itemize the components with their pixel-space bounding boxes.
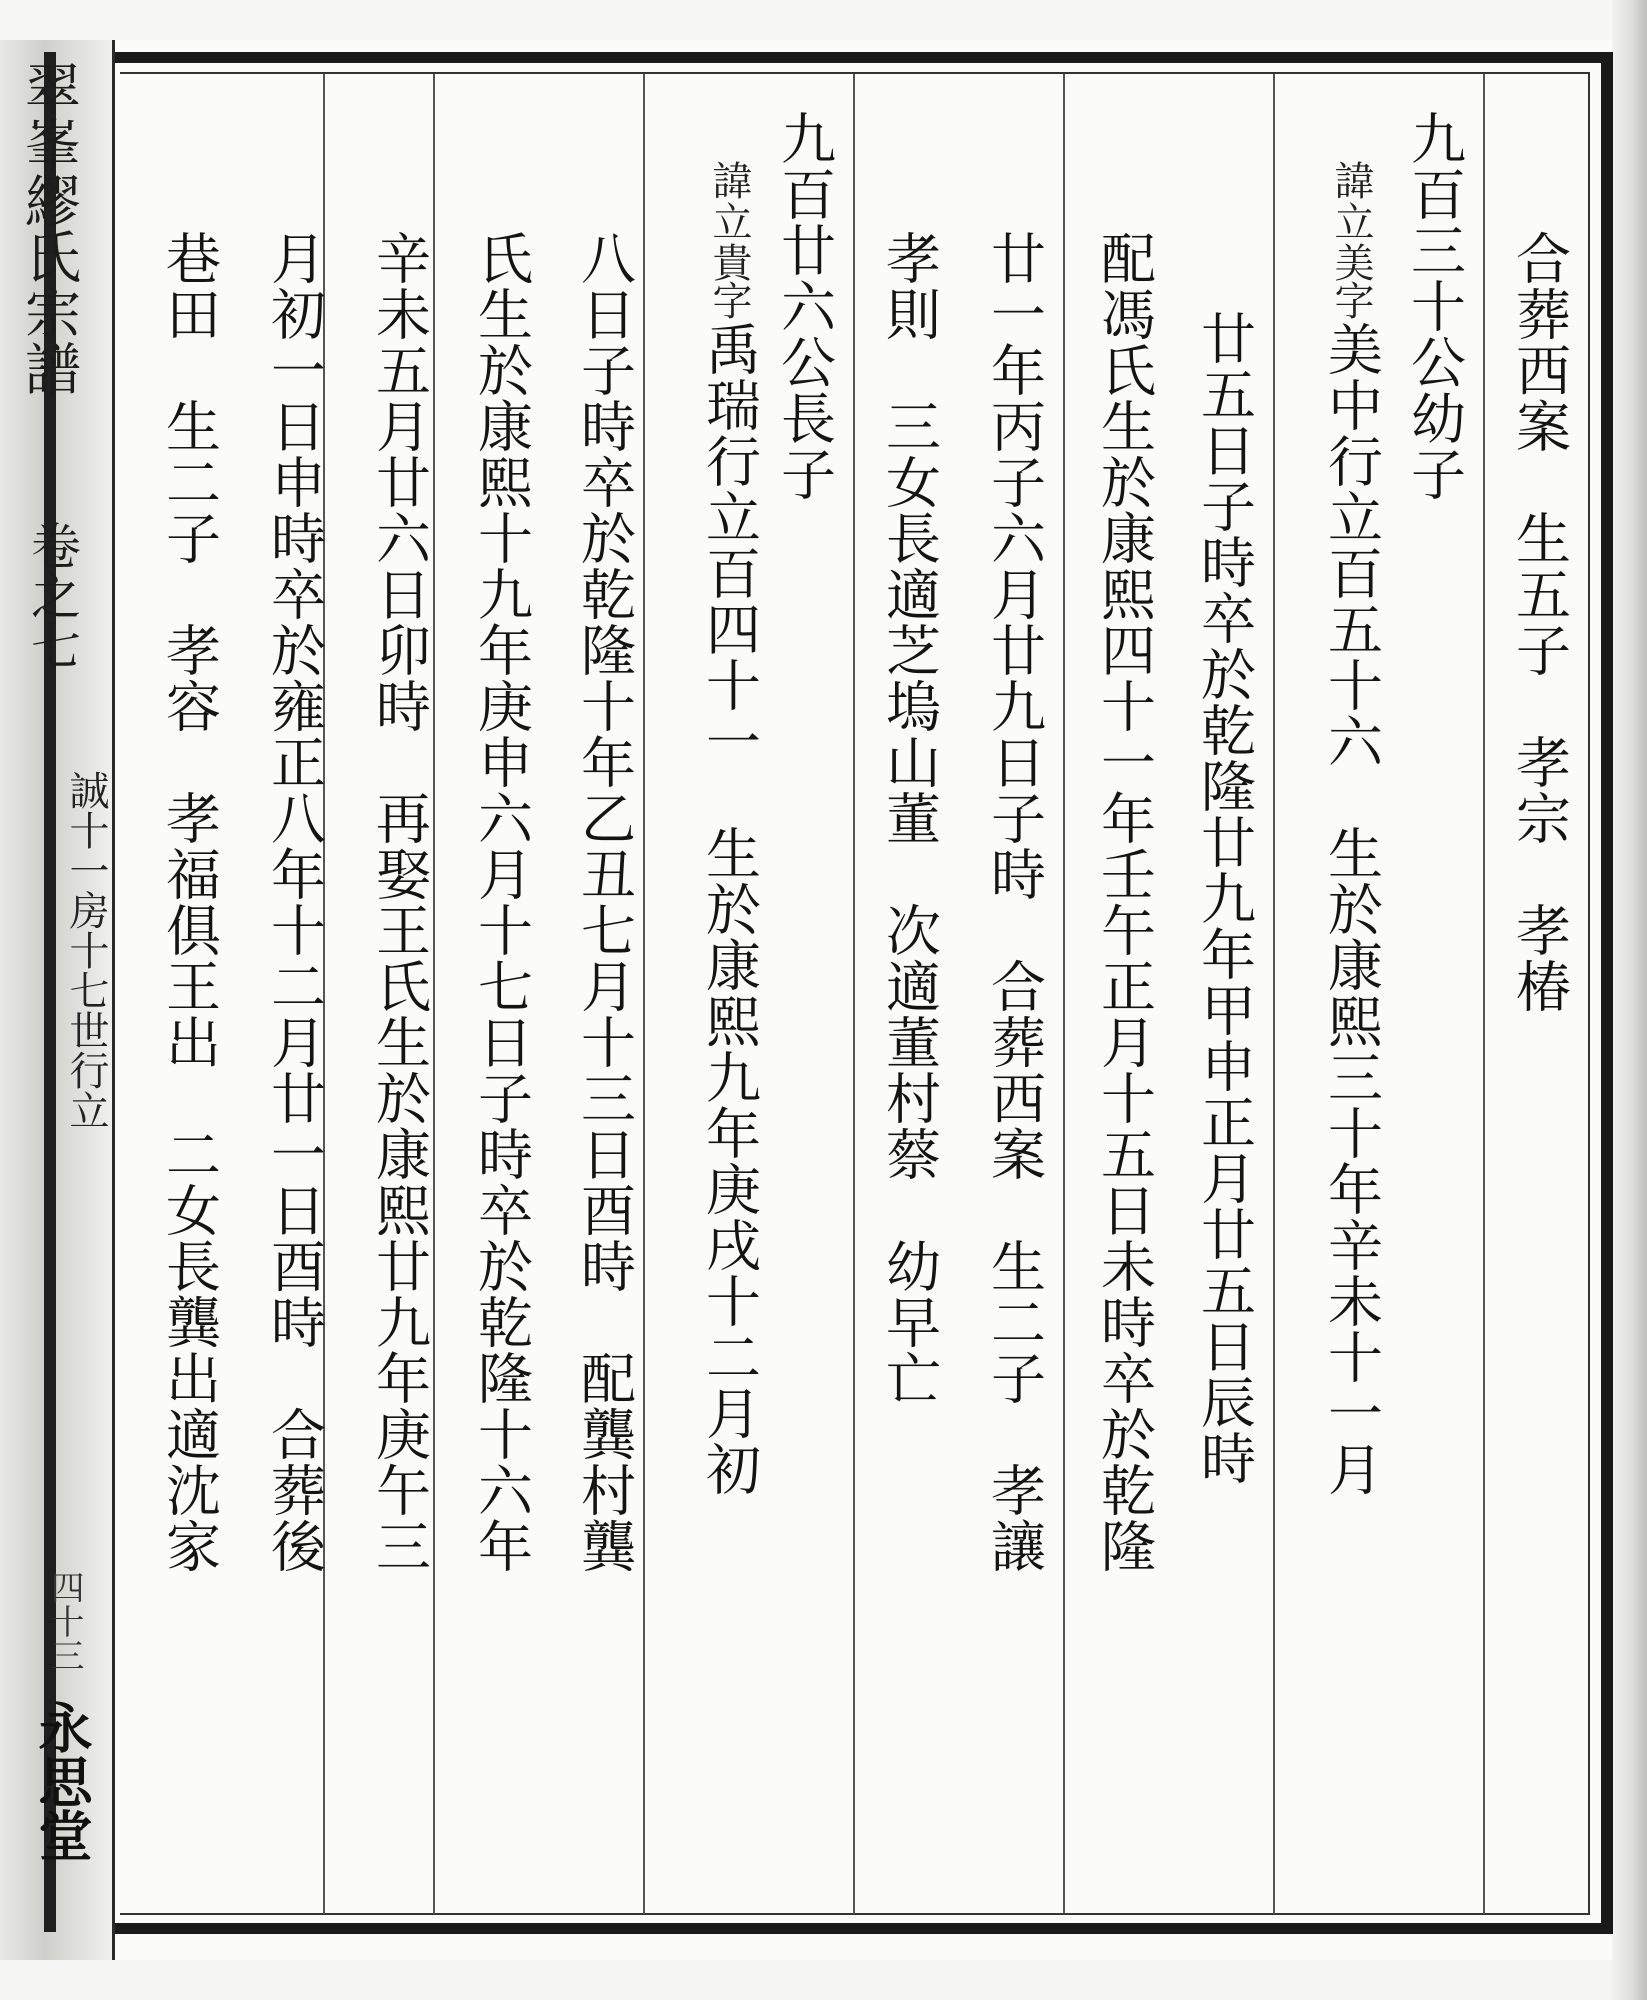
- column-rule: [1273, 74, 1275, 1914]
- text-column: 辛未五月廿六日卯時 再娶王氏生於康熙廿九年庚午三: [367, 230, 431, 1574]
- text-column: [1312, 280, 1390, 1497]
- text-column-body: 禹瑞行立百四十一 生於康熙九年庚戌十二月初: [697, 321, 761, 1497]
- text-column: 氏生於康熙十九年庚申六月十七日子時卒於乾隆十六年: [469, 230, 533, 1574]
- column-rule: [643, 74, 645, 1914]
- spine-title: 翠峯繆氏宗譜: [16, 60, 81, 396]
- text-column: [690, 160, 768, 283]
- text-column: 月初一日申時卒於雍正八年十二月廿一日酉時 合葬後: [262, 230, 326, 1574]
- top-paper-edge: [0, 0, 1647, 40]
- taboo-name-label: 諱立貴: [706, 160, 752, 283]
- text-column: [690, 280, 768, 1497]
- spine-subtitle: 誠十一房十七世行立: [63, 770, 109, 1130]
- bottom-paper-edge: [0, 1960, 1647, 2000]
- column-rule: [853, 74, 855, 1914]
- text-column: 九百三十公幼子: [1402, 110, 1466, 502]
- text-column: 孝則 三女長適芝塢山董 次適董村蔡 幼早亡: [877, 230, 941, 1406]
- column-rule: [1063, 74, 1065, 1914]
- spine-volume: 卷之七: [23, 520, 81, 670]
- text-column: [1312, 160, 1390, 283]
- text-column: 配馮氏生於康熙四十一年壬午正月十五日未時卒於乾隆: [1092, 230, 1156, 1574]
- text-column: 合葬西案 生五子 孝宗 孝椿: [1507, 230, 1571, 1014]
- text-column-body: 美中行立百五十六 生於康熙三十年辛未十一月: [1319, 321, 1383, 1497]
- text-column: 巷田 生二子 孝容 孝福俱王出 二女長龔出適沈家: [157, 230, 221, 1574]
- text-column: 九百廿六公長子: [772, 110, 836, 502]
- spine-folio-number: 四十三: [44, 1570, 84, 1672]
- text-column: 八日子時卒於乾隆十年乙丑七月十三日酉時 配龔村龔: [572, 230, 636, 1574]
- text-column: 廿五日子時卒於乾隆廿九年甲申正月廿五日辰時: [1192, 310, 1256, 1486]
- taboo-name-label: 諱立美: [1328, 160, 1374, 283]
- column-rule: [1483, 74, 1485, 1914]
- text-column: 廿一年丙子六月廿九日子時 合葬西案 生二子 孝讓: [982, 230, 1046, 1574]
- style-name-marker: 字: [706, 280, 752, 321]
- right-paper-margin: [1612, 0, 1647, 2000]
- style-name-marker: 字: [1328, 280, 1374, 321]
- spine-hall-name: 永思堂: [30, 1700, 94, 1862]
